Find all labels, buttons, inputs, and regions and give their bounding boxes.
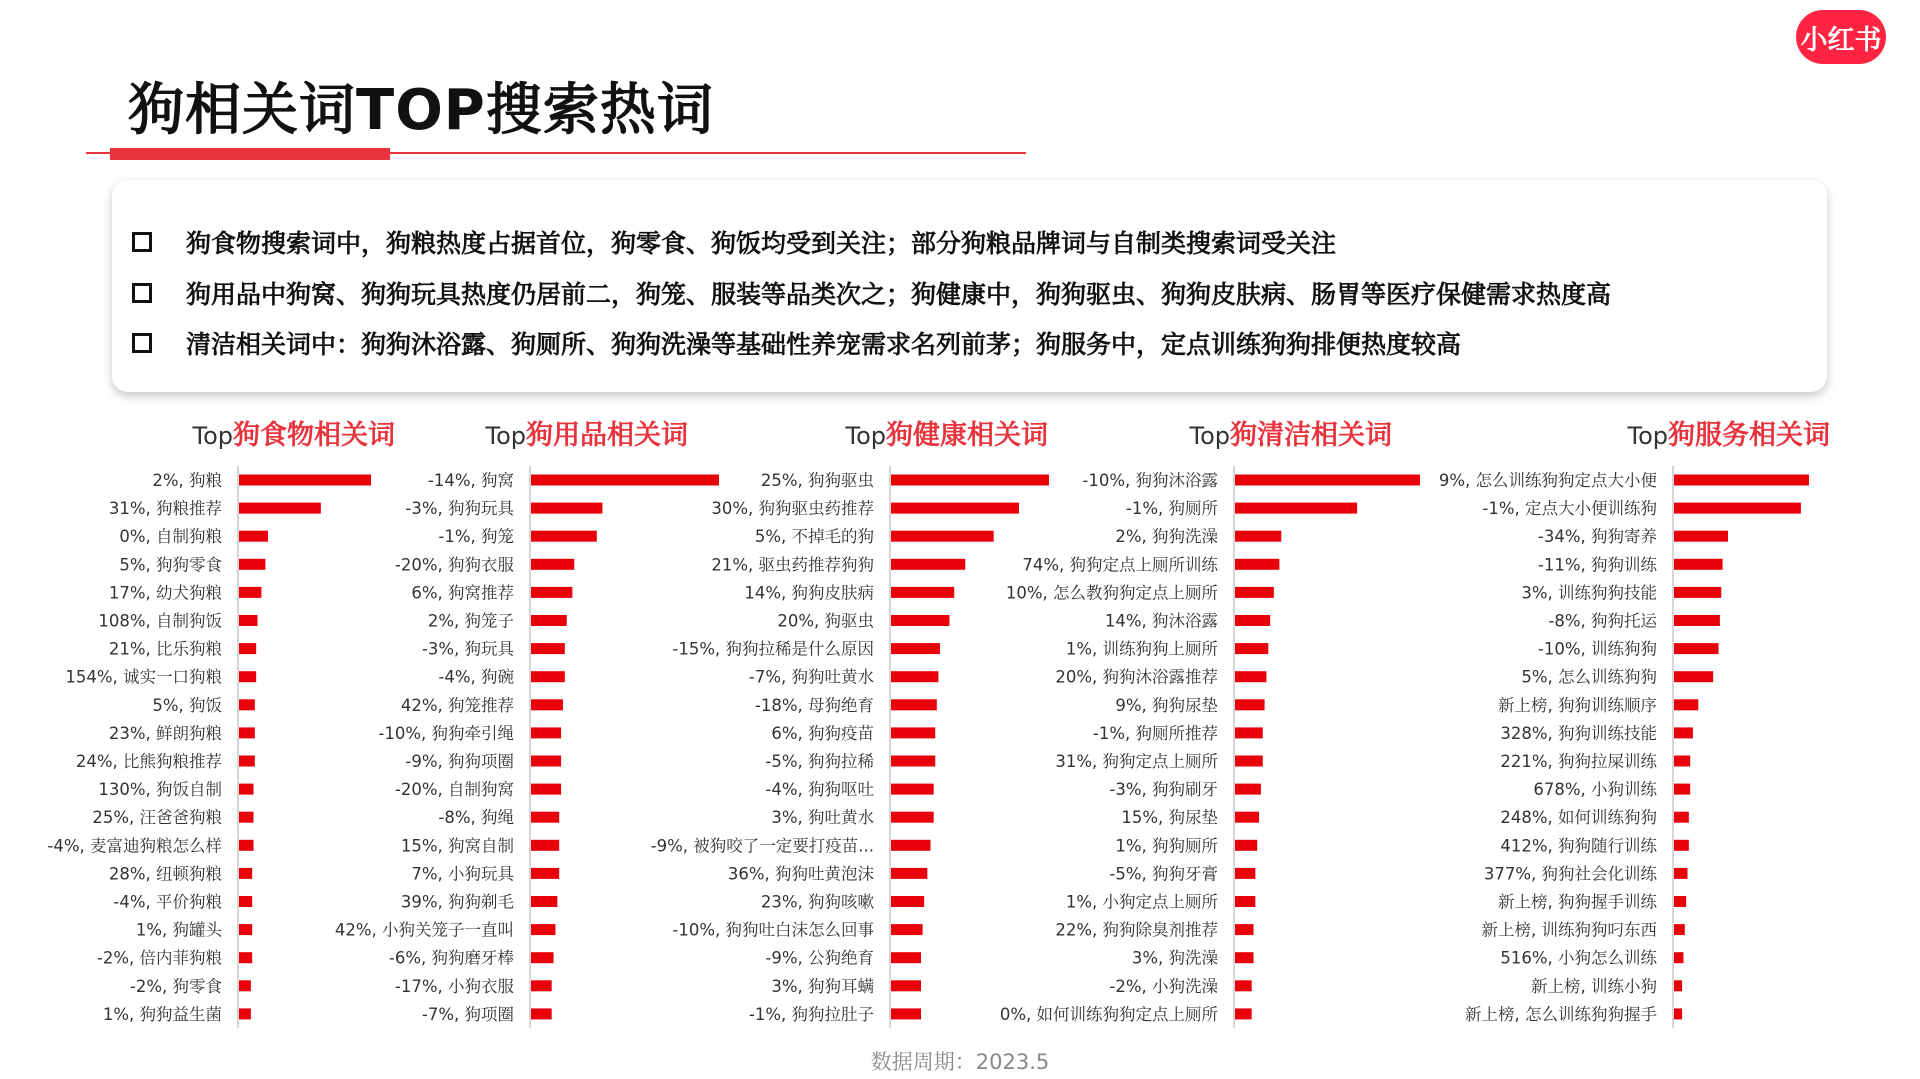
bar-label: -3%, 狗玩具: [421, 639, 514, 659]
bar: [239, 840, 254, 851]
bar: [891, 868, 927, 879]
bar-label: -11%, 狗狗训练: [1537, 555, 1657, 575]
bar-label: 377%, 狗狗社会化训练: [1483, 864, 1657, 884]
bar: [531, 952, 554, 963]
bar: [531, 1008, 552, 1019]
bar-label: 24%, 比熊狗粮推荐: [75, 752, 222, 771]
bar: [1235, 615, 1270, 626]
bar-label: -8%, 狗绳: [438, 808, 514, 828]
bar-label: 130%, 狗饭自制: [98, 780, 222, 800]
bar-label: -8%, 狗狗托运: [1548, 611, 1657, 631]
bar-label: 248%, 如何训练狗狗: [1500, 808, 1657, 828]
bar-label: 新上榜, 训练狗狗叼东西: [1481, 920, 1657, 940]
bar: [239, 784, 254, 795]
bar: [239, 615, 257, 626]
bar: [1674, 840, 1689, 851]
bar-label: 21%, 驱虫药推荐狗狗: [711, 555, 874, 575]
bar-label: 新上榜, 狗狗训练顺序: [1498, 695, 1657, 715]
bar-label: -9%, 被狗咬了一定要打疫苗...: [650, 836, 874, 856]
bar-label: 1%, 小狗定点上厕所: [1065, 892, 1218, 912]
bar-label: 2%, 狗粮: [152, 471, 222, 490]
bar-label: 412%, 狗狗随行训练: [1500, 836, 1657, 856]
bar: [531, 756, 561, 767]
chart-title-prefix: Top: [1189, 422, 1230, 450]
bullet-square-icon: [132, 232, 152, 252]
bar-label: 0%, 如何训练狗狗定点上厕所: [999, 1004, 1218, 1024]
bar: [1674, 924, 1685, 935]
bar: [531, 643, 565, 654]
bar: [239, 531, 268, 542]
bar: [1235, 980, 1252, 991]
bar-label: -17%, 小狗衣服: [394, 976, 514, 996]
bar-label: 516%, 小狗怎么训练: [1500, 948, 1657, 968]
bar-label: 14%, 狗沐浴露: [1104, 611, 1218, 631]
bar: [239, 587, 261, 598]
chart-panel: [651, 420, 1049, 1028]
bar-label: 20%, 狗驱虫: [777, 611, 874, 631]
bar: [531, 727, 561, 738]
bar: [1235, 812, 1259, 823]
bar: [239, 1008, 251, 1019]
bar-label: -10%, 训练狗狗: [1537, 639, 1657, 659]
bar: [891, 1008, 921, 1019]
bar: [239, 896, 252, 907]
bar-label: 2%, 狗狗洗澡: [1115, 527, 1218, 547]
bullet-square-icon: [132, 333, 152, 353]
summary-item: [132, 222, 1336, 262]
bar: [531, 671, 565, 682]
bar: [891, 503, 1019, 514]
bar-label: 39%, 狗狗剃毛: [400, 892, 514, 912]
bar-label: -6%, 狗狗磨牙棒: [388, 948, 514, 968]
bar-label: -1%, 狗厕所推荐: [1092, 723, 1218, 743]
chart-title: [1627, 420, 1831, 451]
chart-title-text: 狗食物相关词: [233, 420, 395, 451]
bar: [531, 587, 572, 598]
bar: [239, 980, 251, 991]
bar-label: 6%, 狗窝推荐: [411, 583, 514, 603]
bar: [1674, 643, 1719, 654]
bar: [239, 727, 255, 738]
bar-label: 1%, 狗狗益生菌: [102, 1004, 222, 1024]
bar: [1235, 727, 1263, 738]
bar-label: 新上榜, 怎么训练狗狗握手: [1465, 1004, 1657, 1024]
bar: [1674, 980, 1682, 991]
bar-label: 36%, 狗狗吐黄泡沫: [727, 864, 874, 884]
bar-label: 6%, 狗狗疫苗: [771, 723, 874, 743]
bullet-square-icon: [132, 283, 152, 303]
chart-title: [845, 420, 1049, 451]
bar: [1235, 699, 1265, 710]
bar: [1235, 671, 1266, 682]
top-keyword-charts: [0, 420, 1920, 1040]
summary-text: 狗食物搜索词中，狗粮热度占据首位，狗零食、狗饭均受到关注；部分狗粮品牌词与自制类搜索词受关注: [186, 229, 1337, 258]
bar-label: -7%, 狗狗吐黄水: [748, 667, 874, 687]
bar: [239, 475, 371, 486]
bar-label: 9%, 狗狗尿垫: [1115, 695, 1218, 715]
bar-label: -1%, 定点大小便训练狗: [1482, 499, 1657, 519]
bar: [1674, 1008, 1682, 1019]
bar: [1674, 952, 1683, 963]
bar: [1235, 1008, 1252, 1019]
title-accent-bar: [110, 148, 390, 160]
bar-label: 10%, 怎么教狗狗定点上厕所: [1005, 583, 1218, 603]
bar: [891, 952, 921, 963]
bar: [1235, 503, 1357, 514]
bar: [531, 699, 563, 710]
summary-box: [112, 180, 1827, 392]
bar: [891, 531, 994, 542]
bar: [1235, 896, 1255, 907]
bar-label: 23%, 狗狗咳嗽: [760, 892, 874, 912]
bar-label: -9%, 狗狗项圈: [405, 752, 514, 771]
bar: [531, 531, 597, 542]
bar: [1674, 868, 1688, 879]
bar: [891, 475, 1049, 486]
bar: [239, 756, 255, 767]
bar: [1674, 559, 1723, 570]
bar: [531, 868, 559, 879]
bar: [1235, 559, 1279, 570]
bar-label: 31%, 狗狗定点上厕所: [1055, 752, 1218, 771]
bar: [1235, 475, 1420, 486]
bar: [239, 812, 254, 823]
bar-label: 108%, 自制狗饭: [98, 611, 222, 631]
bar: [891, 896, 924, 907]
bar-label: -18%, 母狗绝育: [754, 695, 874, 715]
bar-label: -7%, 狗项圈: [421, 1004, 514, 1024]
bar-label: 15%, 狗尿垫: [1121, 808, 1218, 828]
bar-label: 15%, 狗窝自制: [400, 836, 514, 856]
bar: [531, 812, 559, 823]
bar-label: -9%, 公狗绝育: [765, 948, 874, 968]
bar-label: 74%, 狗狗定点上厕所训练: [1022, 555, 1218, 575]
bar: [1235, 952, 1254, 963]
bar-label: -1%, 狗笼: [438, 527, 514, 547]
bar-label: 678%, 小狗训练: [1533, 780, 1657, 800]
bar: [1235, 840, 1257, 851]
bar-label: -4%, 狗碗: [438, 667, 514, 687]
bar: [1674, 587, 1721, 598]
bar: [891, 784, 934, 795]
bar-label: -20%, 自制狗窝: [394, 780, 514, 800]
bar-label: 30%, 狗狗驱虫药推荐: [711, 499, 874, 519]
bar: [1235, 756, 1263, 767]
bar: [1674, 812, 1689, 823]
bar: [531, 475, 719, 486]
bar-label: 221%, 狗狗拉屎训练: [1500, 752, 1657, 771]
bar: [1235, 784, 1261, 795]
summary-item: [132, 273, 1611, 313]
bar: [1674, 699, 1698, 710]
bar-label: 7%, 小狗玩具: [411, 864, 514, 884]
bar: [531, 503, 602, 514]
bar-label: 9%, 怎么训练狗狗定点大小便: [1438, 471, 1657, 490]
bar: [891, 812, 934, 823]
bar: [531, 559, 574, 570]
bar: [1235, 924, 1254, 935]
bar-label: 20%, 狗狗沐浴露推荐: [1055, 667, 1218, 687]
chart-panel: [1000, 420, 1420, 1028]
bar: [1674, 727, 1693, 738]
chart-title-prefix: Top: [485, 422, 526, 450]
bar: [1674, 896, 1686, 907]
page-title: 狗相关词TOP搜索热词: [128, 78, 714, 143]
bar: [531, 615, 567, 626]
bar-label: -14%, 狗窝: [427, 471, 514, 490]
bar-label: 5%, 狗饭: [152, 695, 222, 715]
bar-label: 17%, 幼犬狗粮: [108, 583, 222, 603]
bar: [239, 503, 321, 514]
chart-title-prefix: Top: [845, 422, 886, 450]
chart-title-text: 狗清洁相关词: [1230, 420, 1392, 451]
bar-label: -2%, 小狗洗澡: [1109, 976, 1218, 996]
bar-label: 新上榜, 狗狗握手训练: [1498, 892, 1657, 912]
data-period: 数据周期：2023.5: [870, 1050, 1050, 1074]
bar-label: 42%, 狗笼推荐: [400, 695, 514, 715]
bar: [531, 980, 552, 991]
bar: [891, 924, 923, 935]
bar: [1235, 868, 1255, 879]
bar: [891, 699, 937, 710]
bar-label: 328%, 狗狗训练技能: [1500, 723, 1657, 743]
bar: [891, 756, 935, 767]
bar-label: 42%, 小狗关笼子一直叫: [334, 920, 514, 940]
bar-label: 23%, 鲜朗狗粮: [108, 723, 222, 743]
bar-label: 1%, 狗罐头: [135, 920, 222, 940]
bar: [1235, 643, 1268, 654]
summary-text: 清洁相关词中：狗狗沐浴露、狗厕所、狗狗洗澡等基础性养宠需求名列前茅；狗服务中，定点训练狗狗排便热度较高: [186, 330, 1462, 359]
bar: [1674, 531, 1728, 542]
bar: [891, 840, 931, 851]
bar: [1674, 615, 1720, 626]
bar: [891, 615, 949, 626]
bar-label: 3%, 训练狗狗技能: [1521, 583, 1657, 603]
bar-label: -10%, 狗狗吐白沫怎么回事: [672, 920, 874, 940]
bar: [1235, 587, 1274, 598]
bar-label: 新上榜, 训练小狗: [1531, 976, 1657, 996]
bar-label: 3%, 狗洗澡: [1131, 948, 1218, 968]
bar: [531, 924, 555, 935]
bar: [531, 896, 557, 907]
chart-title-prefix: Top: [192, 422, 233, 450]
bar: [891, 559, 965, 570]
bar: [239, 559, 265, 570]
bar-label: -10%, 狗狗牵引绳: [378, 723, 514, 743]
bar: [891, 671, 938, 682]
bar: [239, 868, 252, 879]
summary-text: 狗用品中狗窝、狗狗玩具热度仍居前二，狗笼、服装等品类次之；狗健康中，狗狗驱虫、狗狗皮肤病、肠胃等医疗保健需求热度高: [186, 280, 1612, 309]
bar-label: 28%, 纽顿狗粮: [108, 864, 222, 884]
chart-title: [192, 420, 396, 451]
bar-label: -1%, 狗厕所: [1125, 499, 1218, 519]
bar-label: -3%, 狗狗玩具: [405, 499, 514, 519]
bar: [239, 699, 255, 710]
bar-label: 22%, 狗狗除臭剂推荐: [1055, 920, 1218, 940]
bar-label: 21%, 比乐狗粮: [108, 639, 222, 659]
bar-label: -4%, 平价狗粮: [113, 892, 222, 912]
bar-label: -10%, 狗狗沐浴露: [1082, 471, 1218, 490]
bar-label: -4%, 麦富迪狗粮怎么样: [47, 836, 222, 856]
chart-title-text: 狗健康相关词: [886, 420, 1048, 451]
bar: [891, 643, 940, 654]
bar-label: -5%, 狗狗牙膏: [1109, 864, 1218, 884]
bar-label: 0%, 自制狗粮: [119, 527, 222, 547]
bar-label: -4%, 狗狗呕吐: [765, 780, 874, 800]
bar-label: -2%, 倍内菲狗粮: [96, 948, 222, 968]
bar: [531, 840, 559, 851]
bar-label: -1%, 狗狗拉肚子: [748, 1004, 874, 1024]
bar: [1674, 784, 1690, 795]
chart-title: [485, 420, 689, 451]
bar: [891, 727, 935, 738]
bar: [239, 643, 256, 654]
bar-label: -20%, 狗狗衣服: [394, 555, 514, 575]
bar: [1674, 475, 1809, 486]
bar: [239, 671, 256, 682]
bar-label: 3%, 狗狗耳螨: [771, 976, 874, 996]
bar-label: 5%, 怎么训练狗狗: [1521, 667, 1657, 687]
bar-label: -2%, 狗零食: [129, 976, 222, 996]
chart-title-text: 狗服务相关词: [1668, 420, 1830, 451]
bar: [891, 587, 954, 598]
summary-item: [132, 323, 1461, 363]
bar-label: -15%, 狗狗拉稀是什么原因: [672, 639, 874, 659]
bar: [1674, 503, 1801, 514]
bar-label: 1%, 训练狗狗上厕所: [1065, 639, 1218, 659]
brand-logo: 小红书: [1796, 10, 1886, 64]
bar-label: 5%, 狗狗零食: [119, 555, 222, 575]
bar: [1674, 671, 1713, 682]
bar-label: 5%, 不掉毛的狗: [754, 527, 874, 547]
bar-label: 1%, 狗狗厕所: [1115, 836, 1218, 856]
bar-label: 2%, 狗笼子: [427, 611, 514, 631]
chart-title-prefix: Top: [1627, 422, 1668, 450]
chart-title: [1189, 420, 1393, 451]
bar-label: 3%, 狗吐黄水: [771, 808, 874, 828]
bar: [891, 980, 921, 991]
bar: [531, 784, 561, 795]
bar: [239, 952, 252, 963]
bar-label: -3%, 狗狗刷牙: [1109, 780, 1218, 800]
bar: [239, 924, 252, 935]
bar-label: 14%, 狗狗皮肤病: [744, 583, 874, 603]
bar-label: 31%, 狗粮推荐: [108, 499, 222, 519]
bar-label: -5%, 狗狗拉稀: [765, 752, 874, 771]
chart-title-text: 狗用品相关词: [526, 420, 688, 451]
bar-label: 25%, 汪爸爸狗粮: [92, 808, 222, 828]
chart-panel: [335, 420, 719, 1028]
chart-panel: [1439, 420, 1830, 1028]
bar: [1235, 531, 1281, 542]
bar-label: 25%, 狗狗驱虫: [760, 471, 874, 490]
bar-label: 154%, 诚实一口狗粮: [65, 667, 222, 687]
bar-label: -34%, 狗狗寄养: [1537, 527, 1657, 547]
bar: [1674, 756, 1690, 767]
